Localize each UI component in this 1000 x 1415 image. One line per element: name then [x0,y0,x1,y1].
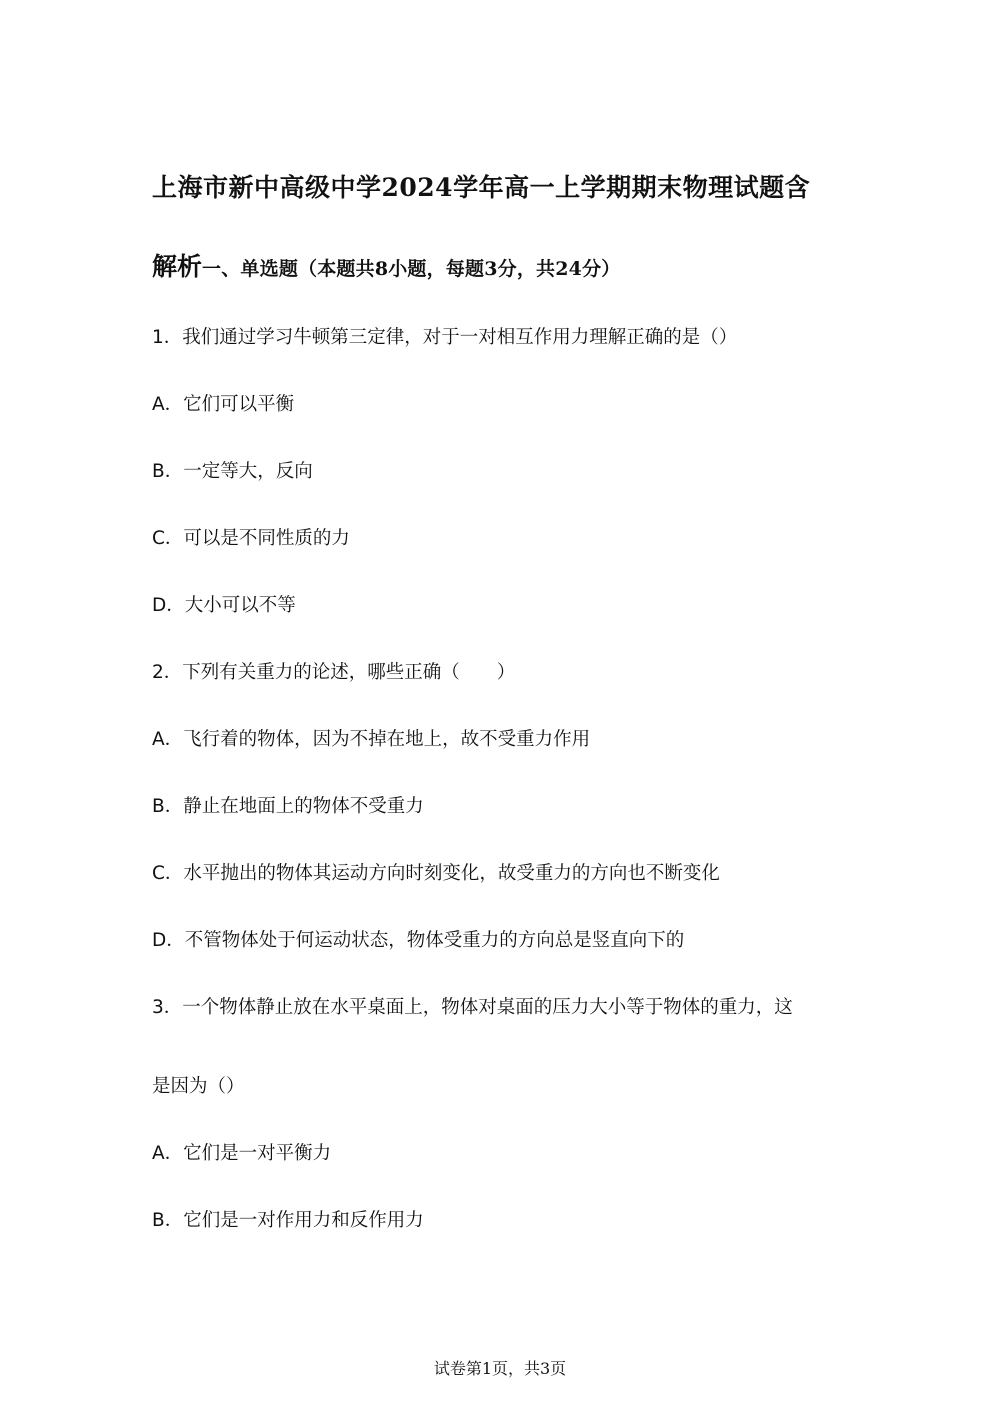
question-2-stem: 2．下列有关重力的论述，哪些正确（ ） [152,662,516,683]
question-3-stem-line2: 是因为（） [152,1076,245,1097]
question-3-option-b: B．它们是一对作用力和反作用力 [152,1210,424,1231]
question-1-stem: 1．我们通过学习牛顿第三定律，对于一对相互作用力理解正确的是（） [152,327,738,348]
question-1-option-b: B．一定等大，反向 [152,461,313,482]
question-1-option-d: D．大小可以不等 [152,595,296,616]
section-heading: 一、单选题（本题共8小题，每题3分，共24分） [202,258,621,280]
question-2-option-c: C．水平抛出的物体其运动方向时刻变化，故受重力的方向也不断变化 [152,863,720,884]
document-title-continuation: 解析 [152,252,203,281]
question-1-option-c: C．可以是不同性质的力 [152,528,350,549]
question-1-option-a: A．它们可以平衡 [152,394,295,415]
question-2-option-b: B．静止在地面上的物体不受重力 [152,796,424,817]
question-2-option-d: D．不管物体处于何运动状态，物体受重力的方向总是竖直向下的 [152,930,685,951]
question-3-option-a: A．它们是一对平衡力 [152,1143,332,1164]
question-3-stem-line1: 3．一个物体静止放在水平桌面上，物体对桌面的压力大小等于物体的重力，这 [152,997,793,1018]
page-footer: 试卷第1页，共3页 [433,1359,567,1378]
title-continuation-and-section-heading [152,247,621,283]
document-title: 上海市新中高级中学2024学年高一上学期期末物理试题含 [152,173,811,202]
question-2-option-a: A．飞行着的物体，因为不掉在地上，故不受重力作用 [152,729,591,750]
